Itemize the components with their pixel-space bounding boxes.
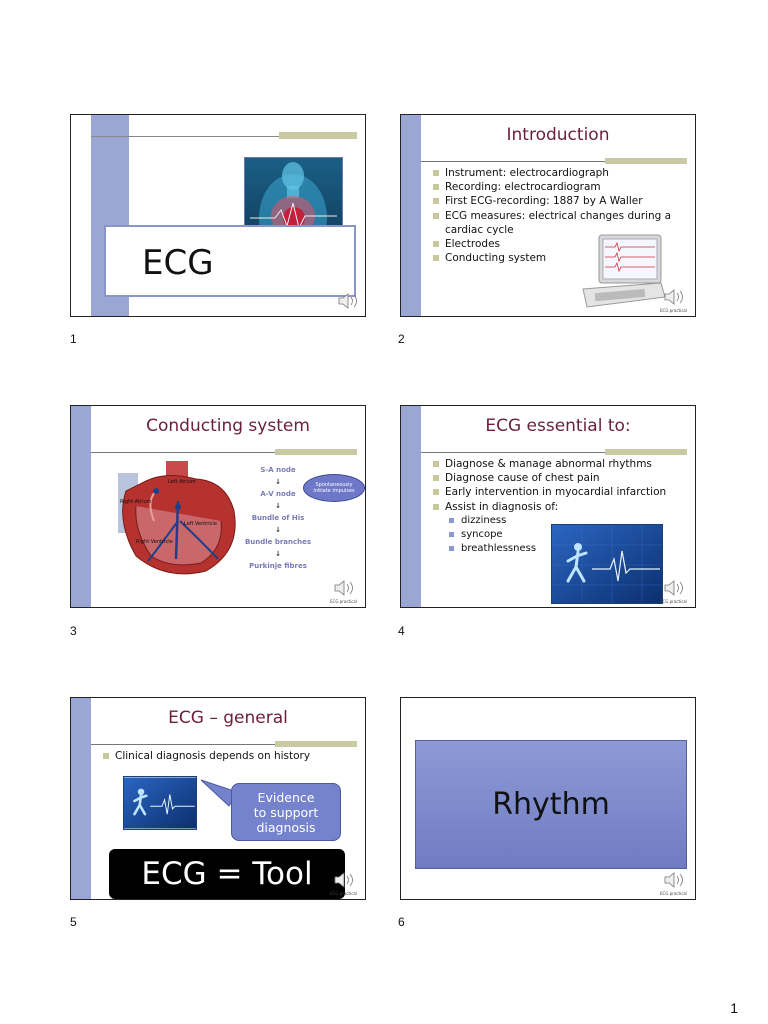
title-accent <box>275 449 357 455</box>
slide-number-2: 2 <box>398 332 405 346</box>
runner-ecg-image <box>551 524 663 604</box>
label-left-ventricle: Left Ventricle <box>184 521 217 527</box>
slide-3 <box>70 405 366 608</box>
slide-5 <box>70 697 366 900</box>
list-item: ECG measures: electrical changes during a cardiac cycle <box>433 209 683 237</box>
slide-3-title: Conducting system <box>146 416 310 436</box>
ecg-tool-banner: ECG = Tool <box>109 849 345 899</box>
evidence-callout: Evidence to support diagnosis <box>231 783 341 841</box>
speaker-icon[interactable] <box>663 288 685 306</box>
speaker-icon[interactable] <box>337 292 359 310</box>
ecg-machine-image <box>581 233 667 313</box>
slide-footer: ECG practical <box>330 599 357 604</box>
slide-footer: ECG practical <box>660 308 687 313</box>
runner-ecg-image <box>123 776 197 830</box>
arrow-down-icon: ↓ <box>275 550 281 558</box>
slide-number-5: 5 <box>70 915 77 929</box>
left-bar <box>71 406 91 607</box>
arrow-down-icon: ↓ <box>275 526 281 534</box>
slide-5-title: ECG – general <box>168 708 288 728</box>
label-right-ventricle: Right Ventricle <box>136 539 173 545</box>
title-accent <box>605 158 687 164</box>
slide-6-title: Rhythm <box>492 787 610 822</box>
flow-step: Bundle of His <box>251 514 305 522</box>
speaker-icon[interactable] <box>663 579 685 597</box>
sub-list-item: breathlessness <box>433 542 693 556</box>
slide-6 <box>400 697 696 900</box>
left-bar <box>71 698 91 899</box>
page-number: 1 <box>730 1000 738 1016</box>
speaker-icon[interactable] <box>333 871 355 889</box>
list-item: Diagnose & manage abnormal rhythms <box>433 457 693 471</box>
slide-2 <box>400 114 696 317</box>
arrow-down-icon: ↓ <box>275 478 281 486</box>
slide-footer: ECG practical <box>330 891 357 896</box>
list-item: Assist in diagnosis of: <box>433 500 693 514</box>
label-right-atrium: Right Atrium <box>120 499 152 505</box>
slide-number-3: 3 <box>70 624 77 638</box>
slide-4-title: ECG essential to: <box>485 416 631 436</box>
flow-step: Bundle branches <box>244 538 312 546</box>
slide-number-1: 1 <box>70 332 77 346</box>
label-left-atrium: Left Atrium <box>168 479 196 485</box>
flow-step: A-V node <box>260 490 296 498</box>
flow-step: S-A node <box>260 466 296 474</box>
list-item: Recording: electrocardiogram <box>433 180 683 194</box>
slide-1-title: ECG <box>142 243 214 283</box>
left-bar <box>401 406 421 607</box>
list-item: Early intervention in myocardial infarction <box>433 485 693 499</box>
flow-step: Purkinje fibres <box>249 562 307 570</box>
callout-bubble: Spontaneously initiate impulses <box>303 474 365 502</box>
list-item: Conducting system <box>433 251 683 265</box>
slide-footer: ECG practical <box>660 599 687 604</box>
sub-list-item: dizziness <box>433 514 693 528</box>
slide-number-4: 4 <box>398 624 405 638</box>
list-item: Electrodes <box>433 237 683 251</box>
bullet-list <box>103 749 353 763</box>
title-accent <box>605 449 687 455</box>
left-bar <box>401 115 421 316</box>
speaker-icon[interactable] <box>333 579 355 597</box>
title-box <box>104 225 356 297</box>
sub-list-item: syncope <box>433 528 693 542</box>
title-accent <box>279 132 357 139</box>
list-item: First ECG-recording: 1887 by A Waller <box>433 194 683 208</box>
slide-4 <box>400 405 696 608</box>
list-item: Clinical diagnosis depends on history <box>103 749 353 763</box>
slide-footer: ECG practical <box>660 891 687 896</box>
slide-number-6: 6 <box>398 915 405 929</box>
rhythm-box <box>415 740 687 869</box>
heart-diagram <box>106 461 246 581</box>
list-item: Diagnose cause of chest pain <box>433 471 693 485</box>
speaker-icon[interactable] <box>663 871 685 889</box>
arrow-down-icon: ↓ <box>275 502 281 510</box>
title-accent <box>275 741 357 747</box>
slide-1 <box>70 114 366 317</box>
list-item: Instrument: electrocardiograph <box>433 166 683 180</box>
slide-2-title: Introduction <box>506 125 610 145</box>
